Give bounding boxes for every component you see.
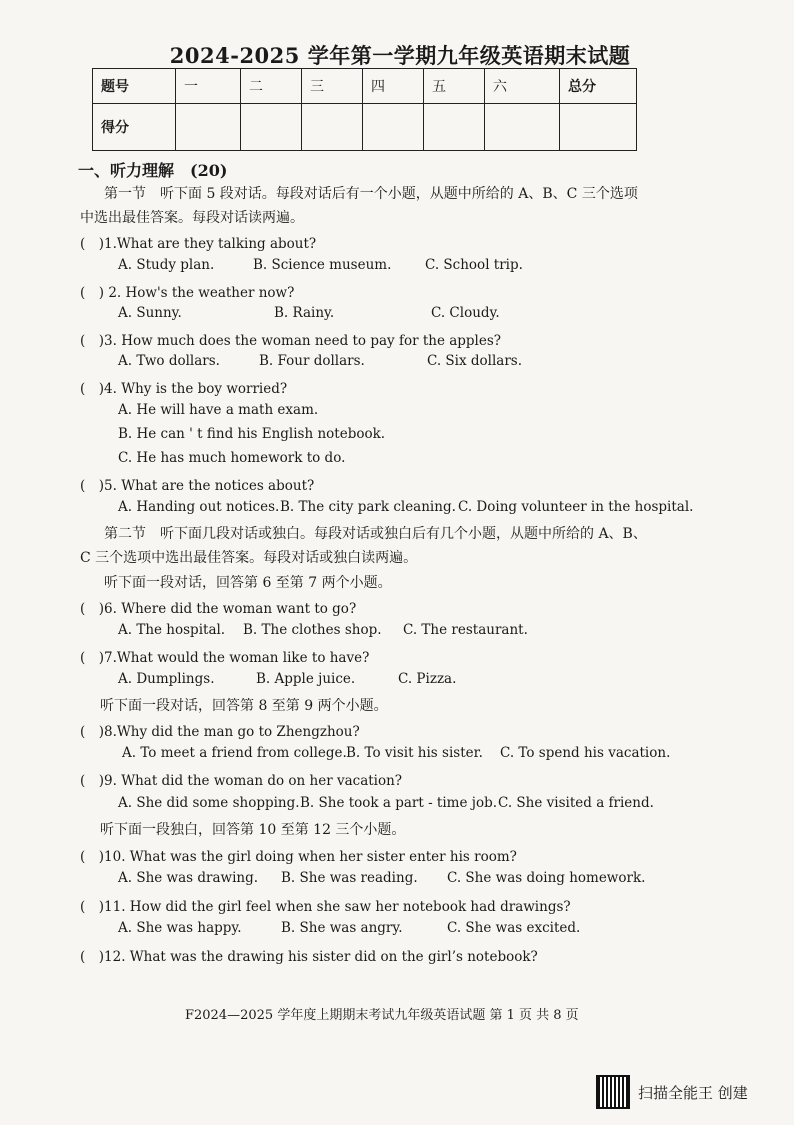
question-6: ( )6. Where did the woman want to go? <box>80 601 357 617</box>
question-7: ( )7.What would the woman like to have? <box>80 650 370 666</box>
options-6 <box>118 622 528 638</box>
option-b[interactable]: B. Science museum. <box>253 257 392 273</box>
total-label: 总分 <box>560 69 637 104</box>
question-10: ( )10. What was the girl doing when her sister enter his room? <box>80 849 517 865</box>
option-c[interactable]: C. Cloudy. <box>431 305 500 321</box>
question-4: ( )4. Why is the boy worried? <box>80 381 288 397</box>
option-c[interactable]: C. Six dollars. <box>427 353 523 369</box>
col-4: 四 <box>363 69 424 104</box>
score-cell[interactable] <box>560 104 637 151</box>
option-a[interactable]: A. She did some shopping. <box>118 795 300 811</box>
listening-note: 听下面一段对话，回答第 6 至第 7 两个小题。 <box>104 575 392 591</box>
option-c[interactable]: C. Pizza. <box>398 671 457 687</box>
part2-instruction: C 三个选项中选出最佳答案。每段对话或独白读两遍。 <box>80 550 418 566</box>
watermark-text: 扫描全能王 创建 <box>638 1083 748 1102</box>
option-b[interactable]: B. She was angry. <box>281 920 403 936</box>
option-b[interactable]: B. To visit his sister. <box>346 745 483 761</box>
question-5: ( )5. What are the notices about? <box>80 478 315 494</box>
score-cell[interactable] <box>485 104 560 151</box>
col-5: 五 <box>424 69 485 104</box>
header-label: 题号 <box>93 69 176 104</box>
option-a[interactable]: A. Handing out notices. <box>118 499 280 515</box>
option-c[interactable]: C. To spend his vacation. <box>500 745 671 761</box>
options-7 <box>118 671 456 687</box>
listening-note: 听下面一段对话，回答第 8 至第 9 两个小题。 <box>100 698 388 714</box>
qr-code-icon <box>596 1075 630 1109</box>
score-table <box>92 68 637 151</box>
option-b[interactable]: B. He can ' t find his English notebook. <box>118 426 386 442</box>
option-c[interactable]: C. School trip. <box>425 257 523 273</box>
question-8: ( )8.Why did the man go to Zhengzhou? <box>80 724 360 740</box>
question-11: ( )11. How did the girl feel when she saw her notebook had drawings? <box>80 899 571 915</box>
score-cell[interactable] <box>424 104 485 151</box>
option-c[interactable]: C. She visited a friend. <box>498 795 654 811</box>
option-c[interactable]: C. The restaurant. <box>403 622 528 638</box>
question-9: ( )9. What did the woman do on her vacation? <box>80 773 403 789</box>
score-cell[interactable] <box>241 104 302 151</box>
options-11 <box>118 920 580 936</box>
option-a[interactable]: A. Dumplings. <box>118 671 215 687</box>
exam-title: 2024-2025 学年第一学期九年级英语期末试题 <box>169 43 631 68</box>
option-a[interactable]: A. Two dollars. <box>118 353 220 369</box>
options-10 <box>118 870 645 886</box>
options-1 <box>118 257 523 273</box>
options-3 <box>118 353 522 369</box>
question-2: ( ) 2. How's the weather now? <box>80 285 295 301</box>
option-b[interactable]: B. She took a part - time job. <box>300 795 498 811</box>
option-c[interactable]: C. Doing volunteer in the hospital. <box>458 499 694 515</box>
options-9 <box>118 795 654 811</box>
score-cell[interactable] <box>363 104 424 151</box>
question-1: ( )1.What are they talking about? <box>80 236 317 252</box>
option-a[interactable]: A. She was happy. <box>118 920 242 936</box>
options-5 <box>118 499 693 515</box>
option-c[interactable]: C. She was doing homework. <box>447 870 646 886</box>
option-c[interactable]: C. She was excited. <box>447 920 581 936</box>
option-a[interactable]: A. She was drawing. <box>118 870 259 886</box>
option-a[interactable]: A. To meet a friend from college. <box>122 745 347 761</box>
option-b[interactable]: B. Apple juice. <box>256 671 356 687</box>
col-6: 六 <box>485 69 560 104</box>
question-12: ( )12. What was the drawing his sister did on the girl’s notebook? <box>80 949 538 965</box>
option-a[interactable]: A. Sunny. <box>118 305 182 321</box>
scanner-watermark <box>596 1075 748 1109</box>
option-b[interactable]: B. The city park cleaning. <box>280 499 456 515</box>
option-b[interactable]: B. The clothes shop. <box>243 622 382 638</box>
options-2 <box>118 305 500 321</box>
question-3: ( )3. How much does the woman need to pay for the apples? <box>80 333 502 349</box>
score-cell[interactable] <box>302 104 363 151</box>
page-footer: F2024—2025 学年度上期期末考试九年级英语试题 第 1 页 共 8 页 <box>185 1008 579 1023</box>
part2-instruction: 第二节 听下面几段对话或独白。每段对话或独白后有几个小题，从题中所给的 A、B、 <box>104 526 647 542</box>
col-3: 三 <box>302 69 363 104</box>
option-a[interactable]: A. Study plan. <box>118 257 215 273</box>
section-title: 一、听力理解 (20) <box>78 161 228 180</box>
options-8 <box>122 745 670 761</box>
part1-instruction: 中选出最佳答案。每段对话读两遍。 <box>80 210 304 226</box>
option-c[interactable]: C. He has much homework to do. <box>118 450 346 466</box>
listening-note: 听下面一段独白，回答第 10 至第 12 三个小题。 <box>100 822 406 838</box>
option-b[interactable]: B. Four dollars. <box>259 353 365 369</box>
part1-instruction: 第一节 听下面 5 段对话。每段对话后有一个小题，从题中所给的 A、B、C 三个选项 <box>104 186 638 202</box>
col-1: 一 <box>176 69 241 104</box>
option-b[interactable]: B. Rainy. <box>274 305 335 321</box>
option-b[interactable]: B. She was reading. <box>281 870 418 886</box>
option-a[interactable]: A. The hospital. <box>118 622 226 638</box>
score-cell[interactable] <box>176 104 241 151</box>
row-label: 得分 <box>93 104 176 151</box>
option-a[interactable]: A. He will have a math exam. <box>118 402 319 418</box>
col-2: 二 <box>241 69 302 104</box>
